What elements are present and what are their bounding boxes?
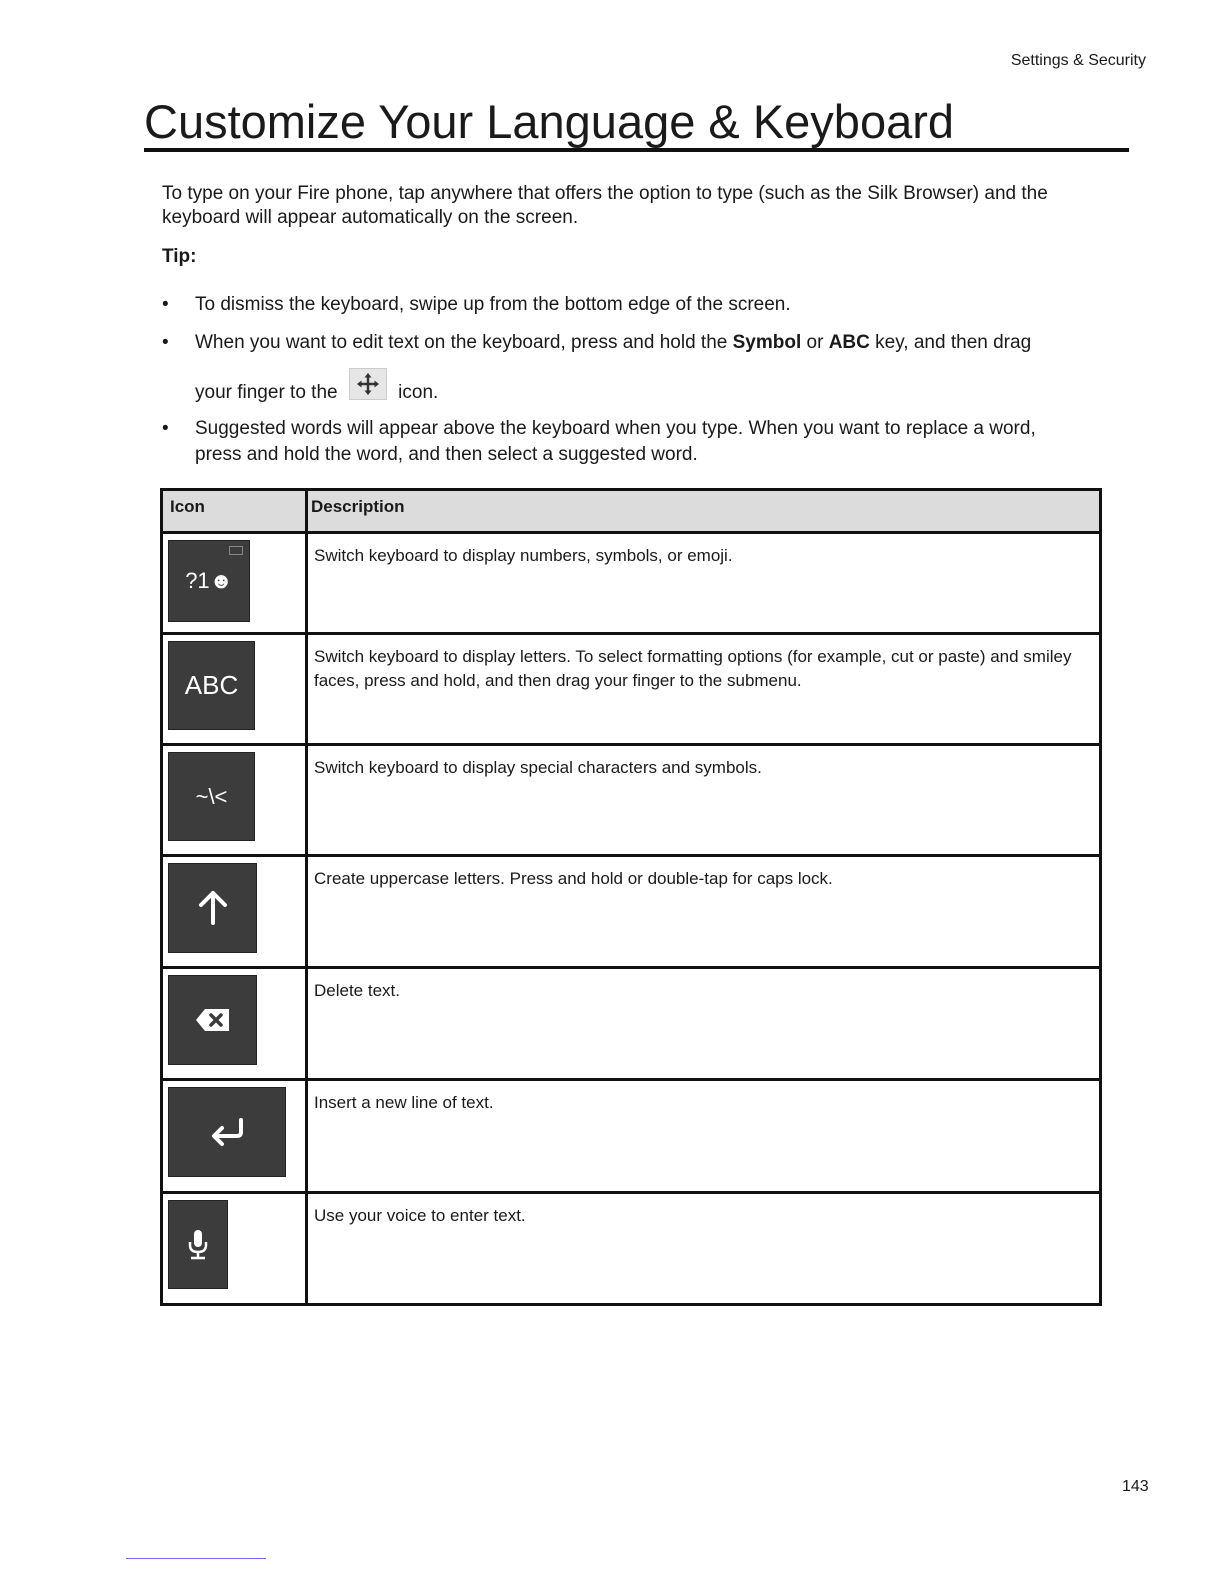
mini-rect-icon xyxy=(229,546,243,555)
move-cursor-icon xyxy=(349,368,387,400)
bullet-dot: • xyxy=(162,332,169,353)
description-column-header: Description xyxy=(307,490,1101,533)
symbol-key-name: Symbol xyxy=(732,332,802,353)
table-row xyxy=(162,968,1101,1080)
backspace-icon xyxy=(195,1007,231,1033)
shift-arrow-icon xyxy=(198,890,228,926)
description-cell: Switch keyboard to display special characters and symbols. xyxy=(307,745,1101,856)
abc-key-label: ABC xyxy=(184,670,239,700)
keyboard-icons-table xyxy=(160,488,1102,1306)
icon-column-header: Icon xyxy=(162,490,307,533)
description-cell: Delete text. xyxy=(307,968,1101,1080)
table-row xyxy=(162,533,1101,634)
tips-list xyxy=(162,292,1082,468)
abc-key-icon xyxy=(168,641,255,730)
description-cell: Insert a new line of text. xyxy=(307,1080,1101,1193)
list-item xyxy=(162,416,1082,468)
icon-cell xyxy=(162,745,307,856)
list-item xyxy=(162,330,1082,406)
footnote-divider xyxy=(126,1558,266,1559)
tip-edit-text-part3: key, and then drag xyxy=(869,332,1032,353)
symbols-key-label: ?1☻ xyxy=(185,568,233,593)
tip-edit-text-part1: When you want to edit text on the keyboard, press and hold the xyxy=(195,332,733,353)
tip-edit-text-part2: or xyxy=(801,332,829,353)
tip-suggested-words-text: Suggested words will appear above the keyboard when you type. When you want to replace a word, press and hold the word, and then select a suggested word. xyxy=(195,418,1036,465)
icon-cell xyxy=(162,1080,307,1193)
description-cell: Switch keyboard to display letters. To select formatting options (for example, cut or paste) and smiley faces, press and hold, and then drag your finger to the submenu. xyxy=(307,634,1101,745)
page-number: 143 xyxy=(1122,1478,1149,1495)
section-header: Settings & Security xyxy=(1010,52,1146,69)
table-row xyxy=(162,745,1101,856)
tip-dismiss-text: To dismiss the keyboard, swipe up from the bottom edge of the screen. xyxy=(195,294,791,315)
description-cell: Switch keyboard to display numbers, symbols, or emoji. xyxy=(307,533,1101,634)
abc-key-name: ABC xyxy=(828,332,870,353)
table-header-row xyxy=(162,490,1101,533)
table-row xyxy=(162,1193,1101,1305)
table-row xyxy=(162,634,1101,745)
tip-edit-line2-part2: icon. xyxy=(398,382,439,403)
bullet-dot: • xyxy=(162,294,169,315)
icon-cell xyxy=(162,1193,307,1305)
microphone-key xyxy=(168,1200,228,1289)
icon-cell xyxy=(162,856,307,968)
icon-cell xyxy=(162,634,307,745)
tip-edit-line2 xyxy=(195,368,1082,406)
description-cell: Use your voice to enter text. xyxy=(307,1193,1101,1305)
table-row xyxy=(162,1080,1101,1193)
move-arrows-icon xyxy=(356,372,380,396)
tip-edit-line2-part1: your finger to the xyxy=(195,382,338,403)
delete-key xyxy=(168,975,257,1065)
symbols-key-icon xyxy=(168,540,250,622)
intro-paragraph: To type on your Fire phone, tap anywhere that offers the option to type (such as the Silk Browser) and the keyboard will appear automatically on the screen. xyxy=(162,183,1048,228)
special-characters-key-icon xyxy=(168,752,255,841)
bullet-dot: • xyxy=(162,418,169,439)
icon-cell xyxy=(162,968,307,1080)
icon-cell xyxy=(162,533,307,634)
shift-key xyxy=(168,863,257,953)
list-item xyxy=(162,292,1082,318)
enter-key xyxy=(168,1087,286,1177)
microphone-icon xyxy=(187,1229,209,1261)
page-title: Customize Your Language & Keyboard xyxy=(144,96,1129,152)
enter-return-icon xyxy=(209,1117,245,1147)
tip-label: Tip: xyxy=(162,246,197,267)
table-row xyxy=(162,856,1101,968)
special-characters-key-label: ~\< xyxy=(195,783,228,809)
description-cell: Create uppercase letters. Press and hold or double-tap for caps lock. xyxy=(307,856,1101,968)
